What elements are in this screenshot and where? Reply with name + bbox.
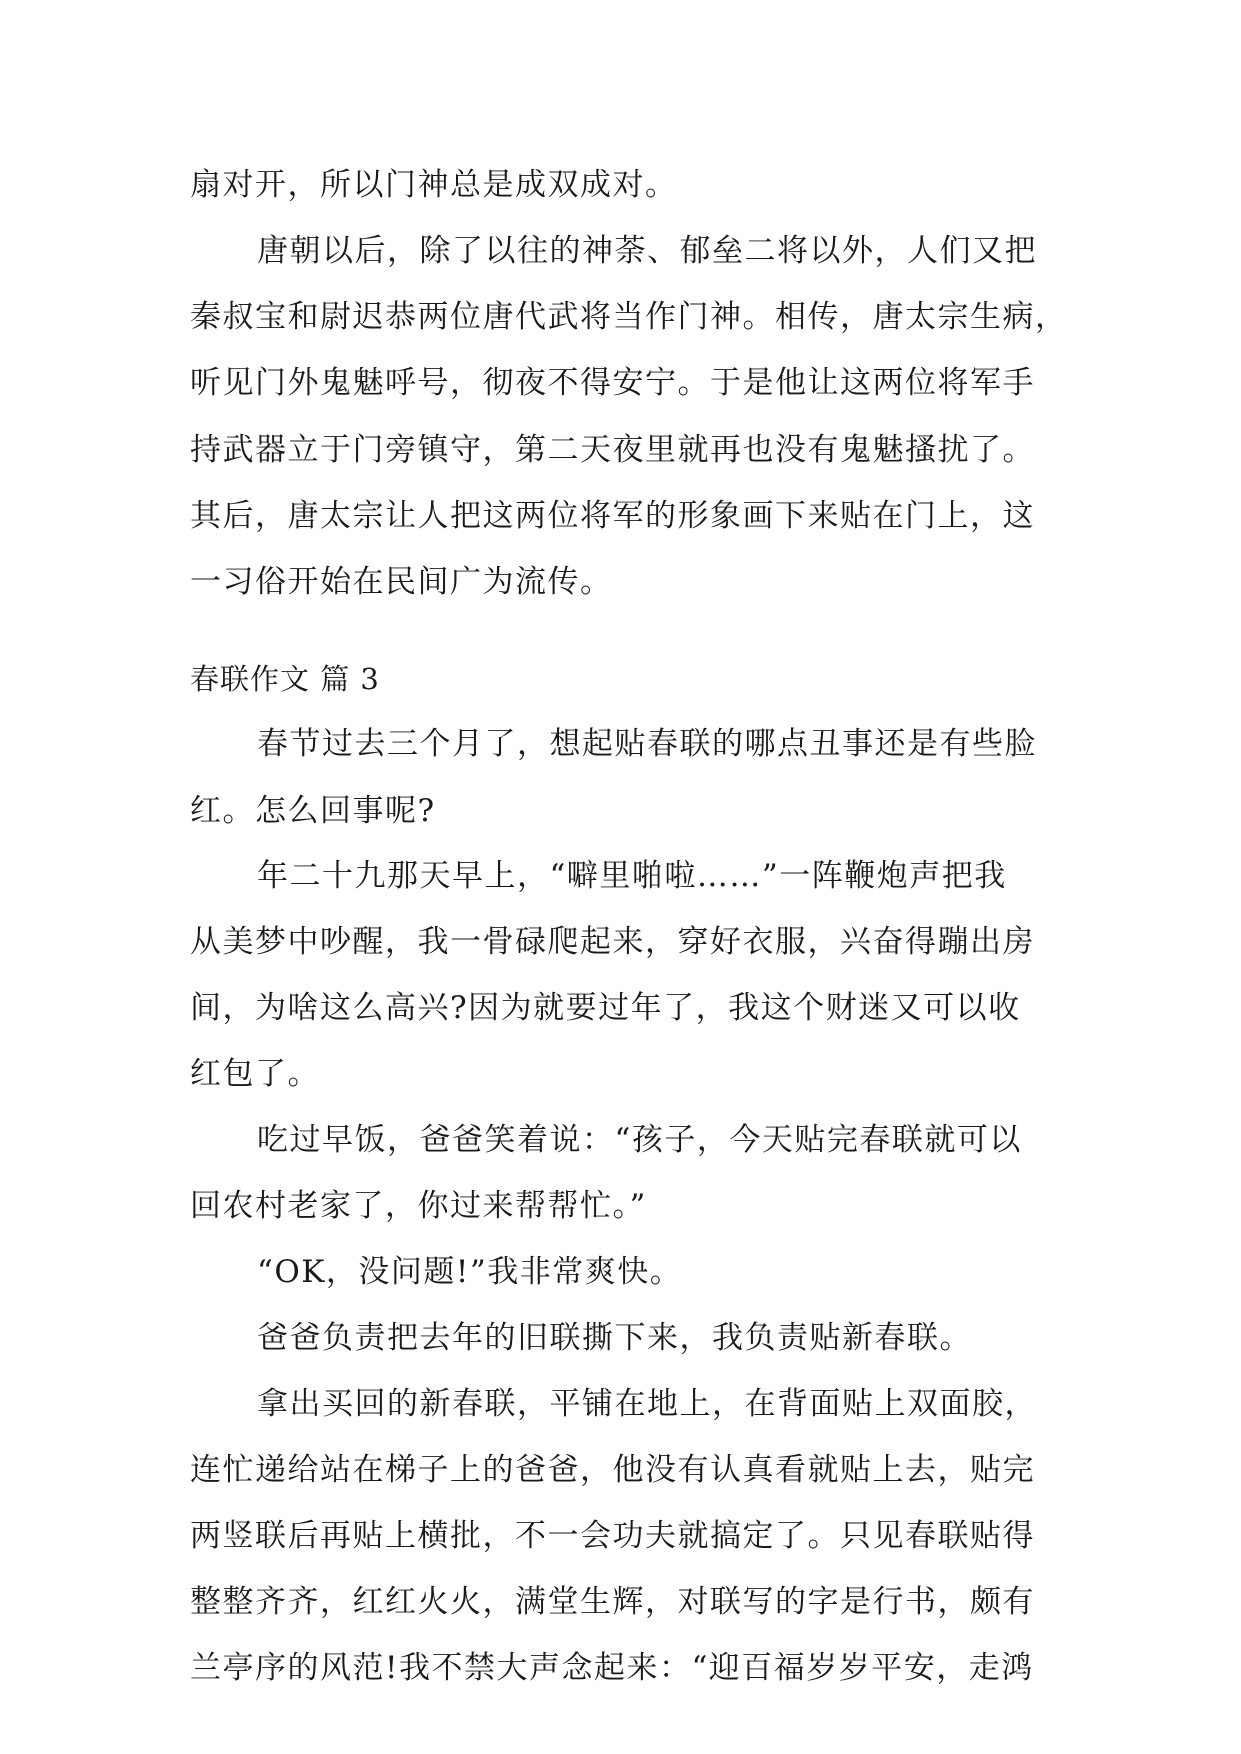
- text-line: 从美梦中吵醒，我一骨碌爬起来，穿好衣服，兴奋得蹦出房: [190, 924, 1035, 960]
- text-line: 连忙递给站在梯子上的爸爸，他没有认真看就贴上去，贴完: [190, 1452, 1035, 1488]
- text-line: 回农村老家了，你过来帮帮忙。”: [190, 1188, 647, 1224]
- text-line: 拿出买回的新春联，平铺在地上，在背面贴上双面胶，: [257, 1386, 1037, 1422]
- text-line: 春节过去三个月了，想起贴春联的哪点丑事还是有些脸: [257, 726, 1037, 762]
- text-line: 持武器立于门旁镇守，第二天夜里就再也没有鬼魅搔扰了。: [190, 432, 1035, 468]
- text-line: 其后，唐太宗让人把这两位将军的形象画下来贴在门上，这: [190, 498, 1035, 534]
- text-line: 秦叔宝和尉迟恭两位唐代武将当作门神。相传，唐太宗生病，: [190, 299, 1068, 335]
- text-line: 扇对开，所以门神总是成双成对。: [190, 167, 678, 203]
- text-line: 一习俗开始在民间广为流传。: [190, 564, 613, 600]
- text-line: 红包了。: [190, 1056, 320, 1092]
- text-line: 两竖联后再贴上横批，不一会功夫就搞定了。只见春联贴得: [190, 1518, 1035, 1554]
- text-line: 红。怎么回事呢?: [190, 793, 436, 829]
- text-line: 年二十九那天早上，“噼里啪啦……”一阵鞭炮声把我: [257, 858, 1007, 894]
- text-line: 吃过早饭，爸爸笑着说：“孩子，今天贴完春联就可以: [257, 1122, 1022, 1158]
- text-line: 听见门外鬼魅呼号，彻夜不得安宁。于是他让这两位将军手: [190, 365, 1035, 401]
- text-line: 唐朝以后，除了以往的神荼、郁垒二将以外，人们又把: [257, 233, 1037, 269]
- section-heading: 春联作文 篇 3: [190, 662, 380, 696]
- text-line: 间，为啥这么高兴?因为就要过年了，我这个财迷又可以收: [190, 990, 1021, 1026]
- text-line: 爸爸负责把去年的旧联撕下来，我负责贴新春联。: [257, 1320, 972, 1356]
- text-line: 兰亭序的风范!我不禁大声念起来：“迎百福岁岁平安，走鸿: [190, 1650, 1034, 1686]
- text-line: “OK，没问题!”我非常爽快。: [257, 1254, 683, 1290]
- text-line: 整整齐齐，红红火火，满堂生辉，对联写的字是行书，颇有: [190, 1584, 1035, 1620]
